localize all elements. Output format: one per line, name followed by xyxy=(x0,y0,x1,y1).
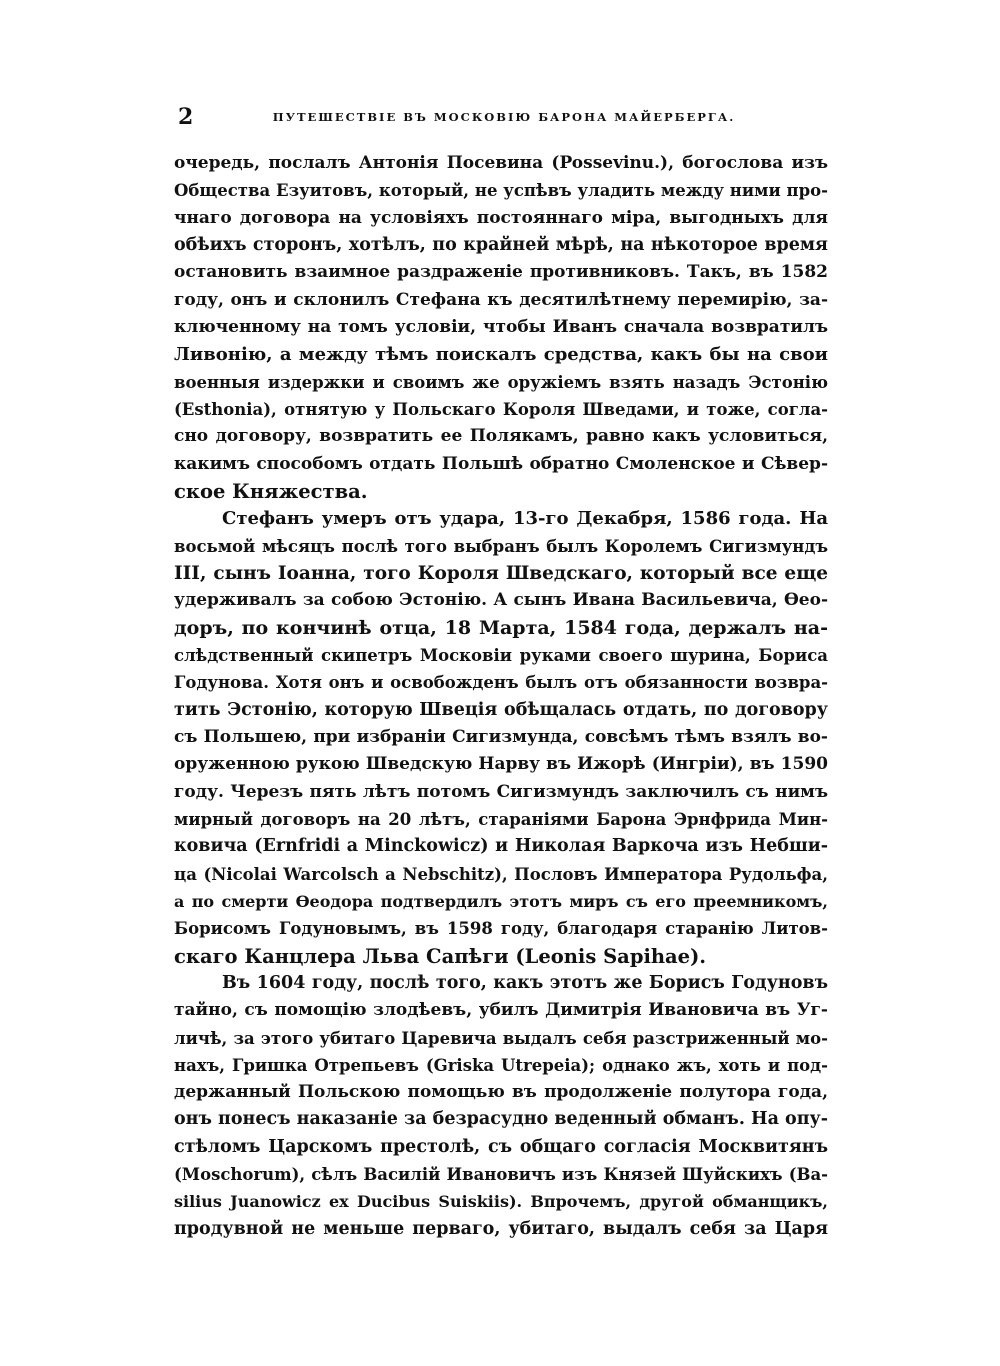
text-line: личѣ, за этого убитаго Царевича выдалъ себя разстриженный мо- xyxy=(174,1028,828,1048)
page-number: 2 xyxy=(178,104,194,130)
text-line: Стефанъ умеръ отъ удара, 13-го Декабря, 1586 года. На xyxy=(222,508,828,530)
text-line: а по смерти Өеодора подтвердилъ этотъ миръ съ его преемникомъ, xyxy=(174,891,828,911)
running-title: ПУТЕШЕСТВІЕ ВЪ МОСКОВІЮ БАРОНА МАЙЕРБЕРГА. xyxy=(272,110,736,124)
text-line: слѣдственный скипетръ Московіи руками своего шурина, Бориса xyxy=(174,645,828,665)
body-text xyxy=(174,150,828,1243)
text-line: обѣихъ сторонъ, хотѣлъ, по крайней мѣрѣ, на нѣкоторое время xyxy=(174,234,828,255)
text-line: сно договору, возвратить ее Полякамъ, равно какъ условиться, xyxy=(174,426,828,447)
text-line: тайно, съ помощію злодѣевъ, убилъ Димитрія Ивановича въ Уг- xyxy=(174,1000,828,1021)
text-line: тить Эстонію, которую Швеція обѣщалась отдать, по договору xyxy=(174,699,828,720)
text-line: восьмой мѣсяцъ послѣ того выбранъ былъ Королемъ Сигизмундъ xyxy=(174,536,828,556)
text-line: онъ понесъ наказаніе за безрасудно веденный обманъ. На опу- xyxy=(174,1109,828,1130)
text-line: оруженною рукою Шведскую Нарву въ Ижорѣ (Ингріи), въ 1590 xyxy=(174,754,828,775)
text-line: ковича (Ernfridi a Minckowicz) и Николая Варкоча изъ Небши- xyxy=(174,836,828,857)
text-line: ключенному на томъ условіи, чтобы Иванъ сначала возвратилъ xyxy=(174,316,828,337)
text-line: Ливонію, а между тѣмъ поискалъ средства, какъ бы на свои xyxy=(174,344,828,366)
text-line: Годунова. Хотя онъ и освобожденъ былъ отъ обязанности возвра- xyxy=(174,673,828,693)
text-line: Общества Езуитовъ, который, не успѣвъ уладить между ними про- xyxy=(174,181,828,201)
text-line: стѣломъ Царскомъ престолѣ, съ общаго согласія Москвитянъ xyxy=(174,1136,828,1157)
text-line: нахъ, Гришка Отрепьевъ (Griska Utrepeia); однако жъ, хоть и под- xyxy=(174,1055,828,1075)
text-line: мирный договоръ на 20 лѣтъ, стараніями Барона Эрнфрида Мин- xyxy=(174,809,828,829)
text-line: очередь, послалъ Антонія Посевина (Possevinu.), богослова изъ xyxy=(174,153,828,173)
text-line: ское Княжества. xyxy=(174,479,368,503)
text-line: какимъ способомъ отдать Польшѣ обратно Смоленское и Сѣвер- xyxy=(174,453,828,474)
text-line: продувной не меньше перваго, убитаго, выдалъ себя за Царя xyxy=(174,1218,828,1239)
text-line: Борисомъ Годуновымъ, въ 1598 году, благодаря старанію Литов- xyxy=(174,919,828,939)
text-line: чнаго договора на условіяхъ постояннаго міра, выгодныхъ для xyxy=(174,207,828,228)
text-line: году, онъ и склонилъ Стефана къ десятилѣтнему перемирію, за- xyxy=(174,289,828,310)
text-line: III, сынъ Іоанна, того Короля Шведскаго, который все еще xyxy=(174,562,828,584)
text-line: ца (Nicolai Warcolsch a Nebschitz), Пословъ Императора Рудольфа, xyxy=(174,864,828,884)
text-line: съ Польшею, при избраніи Сигизмунда, совсѣмъ тѣмъ взялъ во- xyxy=(174,726,828,747)
text-line: (Esthonia), отнятую у Польскаго Короля Шведами, и тоже, согла- xyxy=(174,399,828,419)
text-line: доръ, по кончинѣ отца, 18 Марта, 1584 года, держалъ на- xyxy=(174,616,828,639)
text-line: военныя издержки и своимъ же оружіемъ взять назадъ Эстонію xyxy=(174,372,828,392)
text-line: Въ 1604 году, послѣ того, какъ этотъ же Борисъ Годуновъ xyxy=(222,972,828,993)
text-line: (Moschorum), сѣлъ Василій Ивановичъ изъ Князей Шуйскихъ (Ba- xyxy=(174,1165,828,1185)
text-line: silius Juanowicz ex Ducibus Suiskiis). Впрочемъ, другой обманщикъ, xyxy=(174,1192,828,1212)
text-line: остановить взаимное раздраженіе противниковъ. Такъ, въ 1582 xyxy=(174,262,828,283)
text-line: держанный Польскою помощью въ продолженіе полутора года, xyxy=(174,1082,828,1103)
page-header xyxy=(178,104,830,130)
text-line: скаго Канцлера Льва Сапѣги (Leonis Sapihae). xyxy=(174,944,707,968)
text-line: удерживалъ за собою Эстонію. А сынъ Ивана Васильевича, Өео- xyxy=(174,590,828,611)
text-line: году. Черезъ пять лѣтъ потомъ Сигизмундъ заключилъ съ нимъ xyxy=(174,781,828,802)
